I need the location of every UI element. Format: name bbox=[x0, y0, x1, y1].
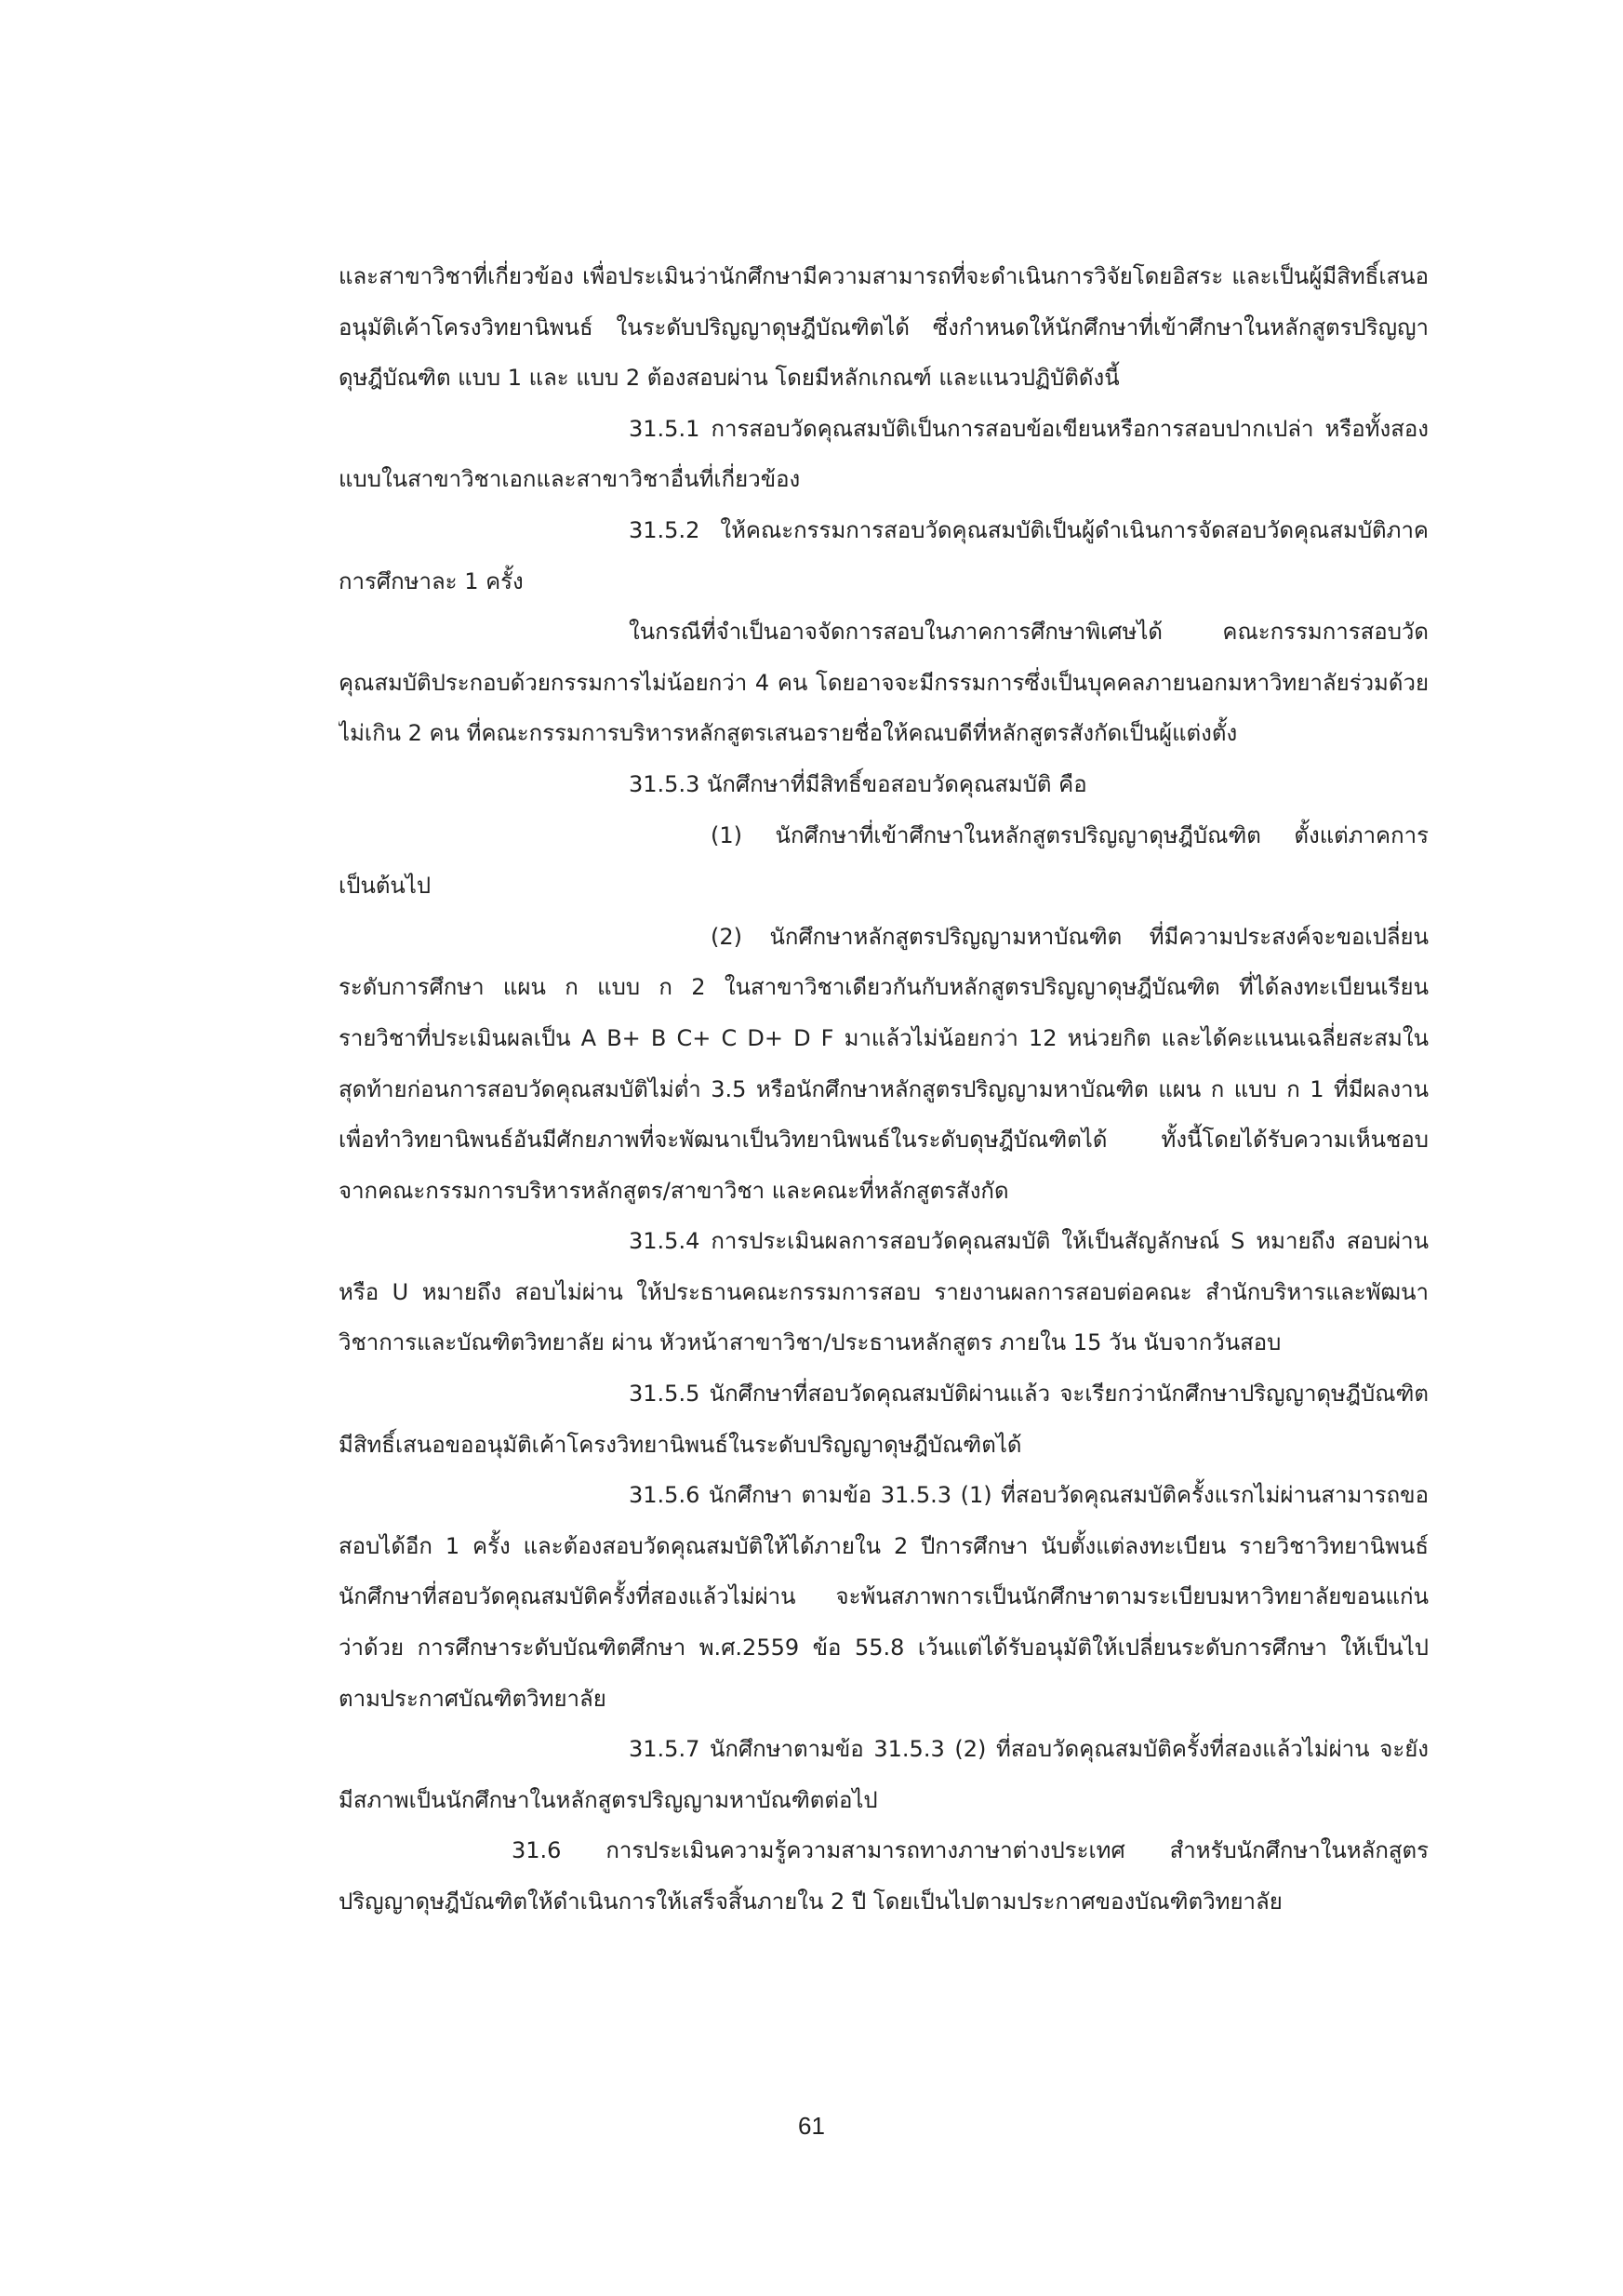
text-line: หรือ U หมายถึง สอบไม่ผ่าน ให้ประธานคณะกรรมการสอบ รายงานผลการสอบต่อคณะ สำนักบริหารและพัฒนา bbox=[339, 1278, 1429, 1305]
clause-31-5-5: 31.5.5 นักศึกษาที่สอบวัดคุณสมบัติผ่านแล้ว จะเรียกว่านักศึกษาปริญญาดุษฎีบัณฑิต bbox=[629, 1381, 1429, 1408]
text-line: ไม่เกิน 2 คน ที่คณะกรรมการบริหารหลักสูตรเสนอรายชื่อให้คณบดีที่หลักสูตรสังกัดเป็นผู้แต่งตั้ง bbox=[339, 720, 1238, 747]
text-line: สุดท้ายก่อนการสอบวัดคุณสมบัติไม่ต่ำ 3.5 หรือนักศึกษาหลักสูตรปริญญามหาบัณฑิต แผน ก แบบ ก 1 ที่มีผลงาน bbox=[339, 1075, 1429, 1102]
text-line: จากคณะกรรมการบริหารหลักสูตร/สาขาวิชา และคณะที่หลักสูตรสังกัด bbox=[339, 1177, 1009, 1204]
text-line: เป็นต้นไป bbox=[339, 873, 432, 900]
text-line: การศึกษาละ 1 ครั้ง bbox=[339, 567, 524, 594]
text-line: ดุษฎีบัณฑิต แบบ 1 และ แบบ 2 ต้องสอบผ่าน โดยมีหลักเกณฑ์ และแนวปฏิบัติดังนี้ bbox=[339, 365, 1120, 392]
text-line: และสาขาวิชาที่เกี่ยวข้อง เพื่อประเมินว่านักศึกษามีความสามารถที่จะดำเนินการวิจัยโดยอิสระ และเป็นผู้มีสิทธิ์เสนอ bbox=[339, 263, 1429, 289]
text-line: มีสภาพเป็นนักศึกษาในหลักสูตรปริญญามหาบัณฑิตต่อไป bbox=[339, 1786, 878, 1813]
text-line: ในกรณีที่จำเป็นอาจจัดการสอบในภาคการศึกษาพิเศษได้ คณะกรรมการสอบวัด bbox=[629, 619, 1429, 646]
text-line: เพื่อทำวิทยานิพนธ์อันมีศักยภาพที่จะพัฒนาเป็นวิทยานิพนธ์ในระดับดุษฎีบัณฑิตได้ ทั้งนี้โดยได้รับความเห็นชอบ bbox=[339, 1127, 1429, 1154]
clause-31-6: 31.6 การประเมินความรู้ความสามารถทางภาษาต่างประเทศ สำหรับนักศึกษาในหลักสูตร bbox=[512, 1837, 1429, 1864]
text-line: ตามประกาศบัณฑิตวิทยาลัย bbox=[339, 1685, 606, 1712]
text-line: แบบในสาขาวิชาเอกและสาขาวิชาอื่นที่เกี่ยวข้อง bbox=[339, 466, 801, 493]
page-number: 61 bbox=[798, 2112, 825, 2140]
text-line: อนุมัติเค้าโครงวิทยานิพนธ์ ในระดับปริญญาดุษฎีบัณฑิตได้ ซึ่งกำหนดให้นักศึกษาที่เข้าศึกษาในหลักสูตรปริญญา bbox=[339, 314, 1429, 340]
text-line: คุณสมบัติประกอบด้วยกรรมการไม่น้อยกว่า 4 คน โดยอาจจะมีกรรมการซึ่งเป็นบุคคลภายนอกมหาวิทยาลัยร่วมด้วย bbox=[339, 669, 1429, 696]
clause-31-5-6: 31.5.6 นักศึกษา ตามข้อ 31.5.3 (1) ที่สอบวัดคุณสมบัติครั้งแรกไม่ผ่านสามารถขอ bbox=[629, 1482, 1429, 1509]
text-line: ว่าด้วย การศึกษาระดับบัณฑิตศึกษา พ.ศ.2559 ข้อ 55.8 เว้นแต่ได้รับอนุมัติให้เปลี่ยนระดับการศึกษา ให้เป็นไป bbox=[339, 1635, 1429, 1662]
text-line: ระดับการศึกษา แผน ก แบบ ก 2 ในสาขาวิชาเดียวกันกับหลักสูตรปริญญาดุษฎีบัณฑิต ที่ได้ลงทะเบียนเรียน bbox=[339, 974, 1429, 1001]
text-line: รายวิชาที่ประเมินผลเป็น A B+ B C+ C D+ D F มาแล้วไม่น้อยกว่า 12 หน่วยกิต และได้คะแนนเฉลี่ยสะสมใน bbox=[339, 1024, 1429, 1051]
text-line: นักศึกษาที่สอบวัดคุณสมบัติครั้งที่สองแล้วไม่ผ่าน จะพ้นสภาพการเป็นนักศึกษาตามระเบียบมหาวิทยาลัยขอนแก่น bbox=[339, 1583, 1429, 1610]
clause-31-5-4: 31.5.4 การประเมินผลการสอบวัดคุณสมบัติ ให้เป็นสัญลักษณ์ S หมายถึง สอบผ่าน bbox=[629, 1228, 1429, 1255]
item-2: (2) นักศึกษาหลักสูตรปริญญามหาบัณฑิต ที่มีความประสงค์จะขอเปลี่ยน bbox=[711, 923, 1429, 950]
text-line: วิชาการและบัณฑิตวิทยาลัย ผ่าน หัวหน้าสาขาวิชา/ประธานหลักสูตร ภายใน 15 วัน นับจากวันสอบ bbox=[339, 1329, 1282, 1356]
text-line: มีสิทธิ์เสนอขออนุมัติเค้าโครงวิทยานิพนธ์ในระดับปริญญาดุษฎีบัณฑิตได้ bbox=[339, 1431, 1022, 1458]
clause-31-5-1: 31.5.1 การสอบวัดคุณสมบัติเป็นการสอบข้อเขียนหรือการสอบปากเปล่า หรือทั้งสอง bbox=[629, 415, 1429, 442]
text-line: ปริญญาดุษฎีบัณฑิตให้ดำเนินการให้เสร็จสิ้นภายใน 2 ปี โดยเป็นไปตามประกาศของบัณฑิตวิทยาลัย bbox=[339, 1889, 1283, 1915]
text-line: สอบได้อีก 1 ครั้ง และต้องสอบวัดคุณสมบัติให้ได้ภายใน 2 ปีการศึกษา นับตั้งแต่ลงทะเบียน รายวิชาวิทยานิพนธ์ bbox=[339, 1532, 1429, 1559]
document-body bbox=[339, 251, 1429, 1928]
clause-31-5-3: 31.5.3 นักศึกษาที่มีสิทธิ์ขอสอบวัดคุณสมบัติ คือ bbox=[629, 770, 1087, 797]
clause-31-5-7: 31.5.7 นักศึกษาตามข้อ 31.5.3 (2) ที่สอบวัดคุณสมบัติครั้งที่สองแล้วไม่ผ่าน จะยัง bbox=[629, 1736, 1429, 1763]
item-1: (1) นักศึกษาที่เข้าศึกษาในหลักสูตรปริญญาดุษฎีบัณฑิต ตั้งแต่ภาคการ bbox=[711, 821, 1429, 848]
clause-31-5-2: 31.5.2 ให้คณะกรรมการสอบวัดคุณสมบัติเป็นผู้ดำเนินการจัดสอบวัดคุณสมบัติภาค bbox=[629, 516, 1429, 543]
